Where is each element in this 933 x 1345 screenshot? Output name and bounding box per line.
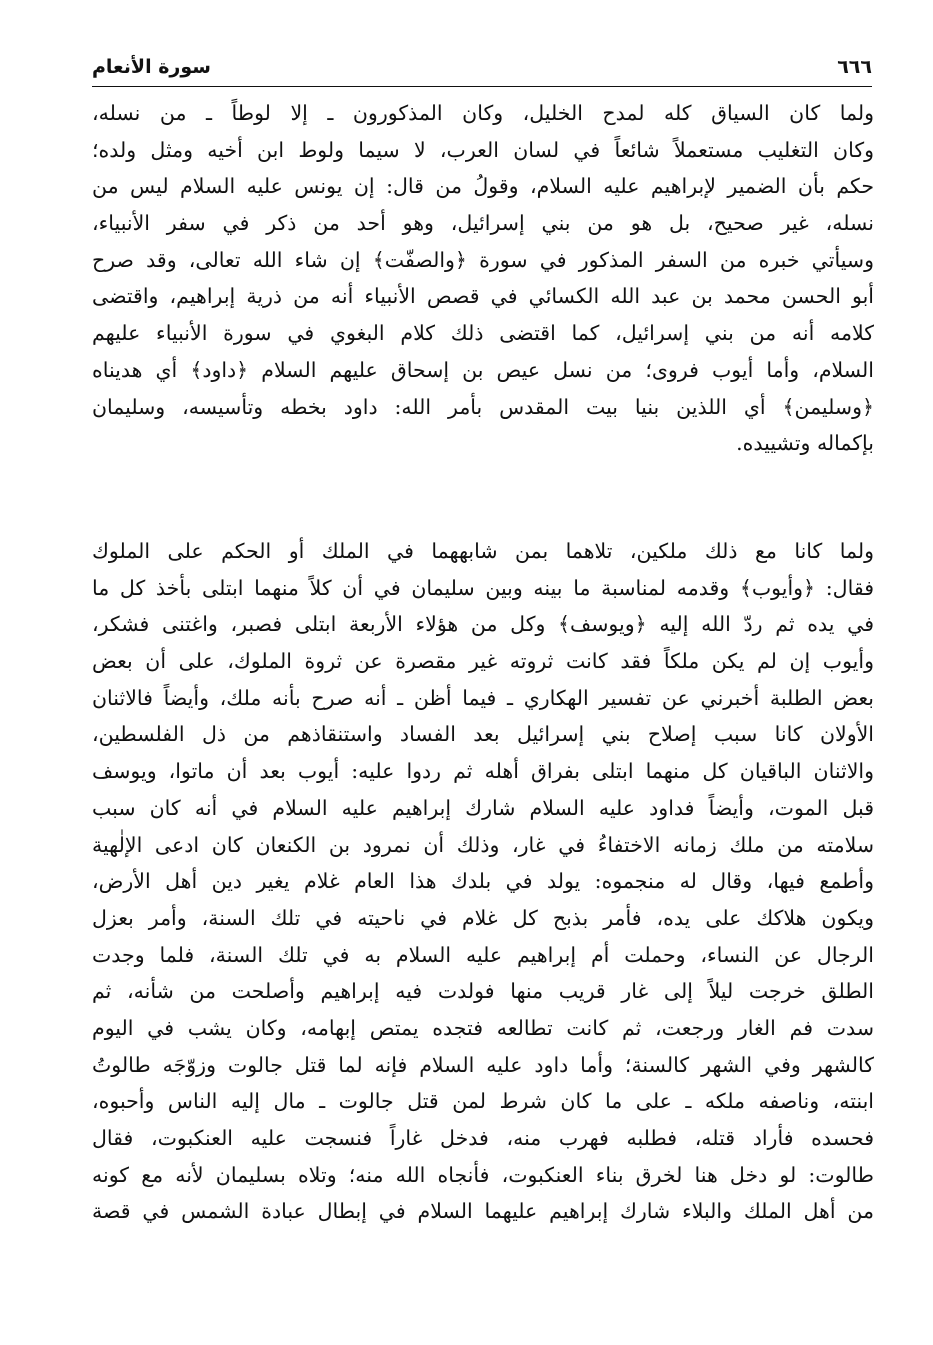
text-line: سلامته من ملك زمانه الاختفاءُ في غار، وذلك أن نمرود بن الكنعان كان ادعى الإلٰهية [92, 832, 874, 857]
paragraph-2 [92, 533, 874, 1230]
text-line: سدت فم الغار ورجعت، ثم كانت تطالعه فتجده يمتص إبهامه، وكان يشب في اليوم [92, 1015, 874, 1040]
text-line: كلامه أنه من بني إسرائيل، كما اقتضى ذلك كلام البغوي في سورة الأنبياء عليهم [92, 321, 874, 346]
text-line: ولما كانا مع ذلك ملكين، تلاهما بمن شابههما في الملك أو الحكم على الملوك [92, 539, 874, 563]
text-line: الرجال عن النساء، وحملت أم إبراهيم عليه السلام به في تلك السنة، فلما وجدت [92, 942, 874, 967]
text-line: من أهل الملك والبلاء شارك إبراهيم عليهما السلام في إبطال عبادة الشمس في قصة [92, 1199, 874, 1224]
text-line: وأيوب إن لم يكن ملكاً فقد كانت ثروته غير مقصرة عن ثروة الملوك، على أن بعض [92, 649, 874, 674]
text-line: في يده ثم ردّ الله إليه ﴿ويوسف﴾ وكل من هؤلاء الأربعة ابتلى فصبر، واغتنى فشكر، [92, 612, 874, 637]
text-line: وسيأتي خبره من السفر المذكور في سورة ﴿والصفّت﴾ إن شاء الله تعالى، وقد صرح [92, 247, 874, 272]
text-line: ابنته، وناصفه ملكه ـ على ما كان شرط لمن قتل جالوت ـ مال إليه الناس وأحبوه، [92, 1089, 874, 1114]
text-line: والاثنان الباقيان كل منهما ابتلى بفراق أهله ثم ردوا عليه: أيوب بعد أن ماتوا، ويوسف [92, 759, 874, 784]
text-line: وكان التغليب مستعملاً شائعاً في لسان العرب، لا سيما ولوط ابن أخيه ومثل ولده؛ [92, 137, 874, 162]
text-line: ويكون هلاكك على يده، فأمر بذبح كل غلام في ناحيته في تلك السنة، وأمر بعزل [92, 905, 874, 930]
text-line: الأولان كانا سبب إصلاح بني إسرائيل بعد الفساد واستنقاذهم من ذل الفلسطين، [92, 722, 874, 747]
text-line: كالشهر وفي الشهر كالسنة؛ وأما داود عليه السلام فإنه لما قتل جالوت وزوّجَه طالوتُ [92, 1052, 874, 1077]
text-line: نسله، غير صحيح، بل هو من بني إسرائيل، وهو أحد من ذكر في سفر الأنبياء، [92, 211, 874, 236]
text-line: ﴿وسليمن﴾ أي اللذين بنيا بيت المقدس بأمر الله: داود بخطه وتأسيسه، وسليمان [92, 394, 874, 419]
text-line: فقال: ﴿وأيوب﴾ وقدمه لمناسبة ما بينه وبين سليمان في أن كلاً منهما ابتلى بأخذ كل ما [92, 575, 874, 600]
text-line: أبو الحسن محمد بن عبد الله الكسائي في قصص الأنبياء أنه من ذرية إبراهيم، واقتضى [92, 284, 874, 309]
paragraph-1 [92, 95, 874, 462]
text-line: حكم بأن الضمير لإبراهيم عليه السلام، وقولُ من قال: إن يونس عليه السلام ليس من [92, 174, 874, 199]
text-line: الطلق خرجت ليلاً إلى غار قريب منها فولدت فيه إبراهيم وأصلحت من شأنه، ثم [92, 979, 874, 1004]
text-line: بإكماله وتشييده. [736, 431, 874, 456]
text-line: بعض الطلبة أخبرني عن تفسير الهكاري ـ فيما أظن ـ أنه صرح بأنه ملك، وأيضاً فالاثنان [92, 685, 874, 710]
text-line: السلام، وأما أيوب فروى؛ من نسل عيص بن إسحاق عليهم السلام ﴿داود﴾ أي هديناه [92, 357, 874, 382]
page-number: ٦٦٦ [837, 56, 872, 78]
text-line: قبل الموت، وأيضاً فداود عليه السلام شارك إبراهيم عليه السلام في أنه كان سبب [92, 795, 874, 820]
page-header [92, 56, 872, 87]
surah-title: سورة الأنعام [92, 56, 211, 78]
text-line: ولما كان السياق كله لمدح الخليل، وكان المذكورون ـ إلا لوطاً ـ من نسله، [92, 101, 874, 125]
text-line: فحسده فأراد قتله، فطلبه فهرب منه، فدخل غاراً فنسجت عليه العنكبوت، فقال [92, 1126, 874, 1150]
text-line: وأطمع فيها، وقال له منجموه: يولد في بلدك هذا العام غلام يغير دين أهل الأرض، [92, 869, 874, 894]
text-line: طالوت: لو دخل هنا لخرق بناء العنكبوت، فأنجاه الله منه؛ وتلاه بسليمان لأنه مع كونه [92, 1162, 874, 1187]
